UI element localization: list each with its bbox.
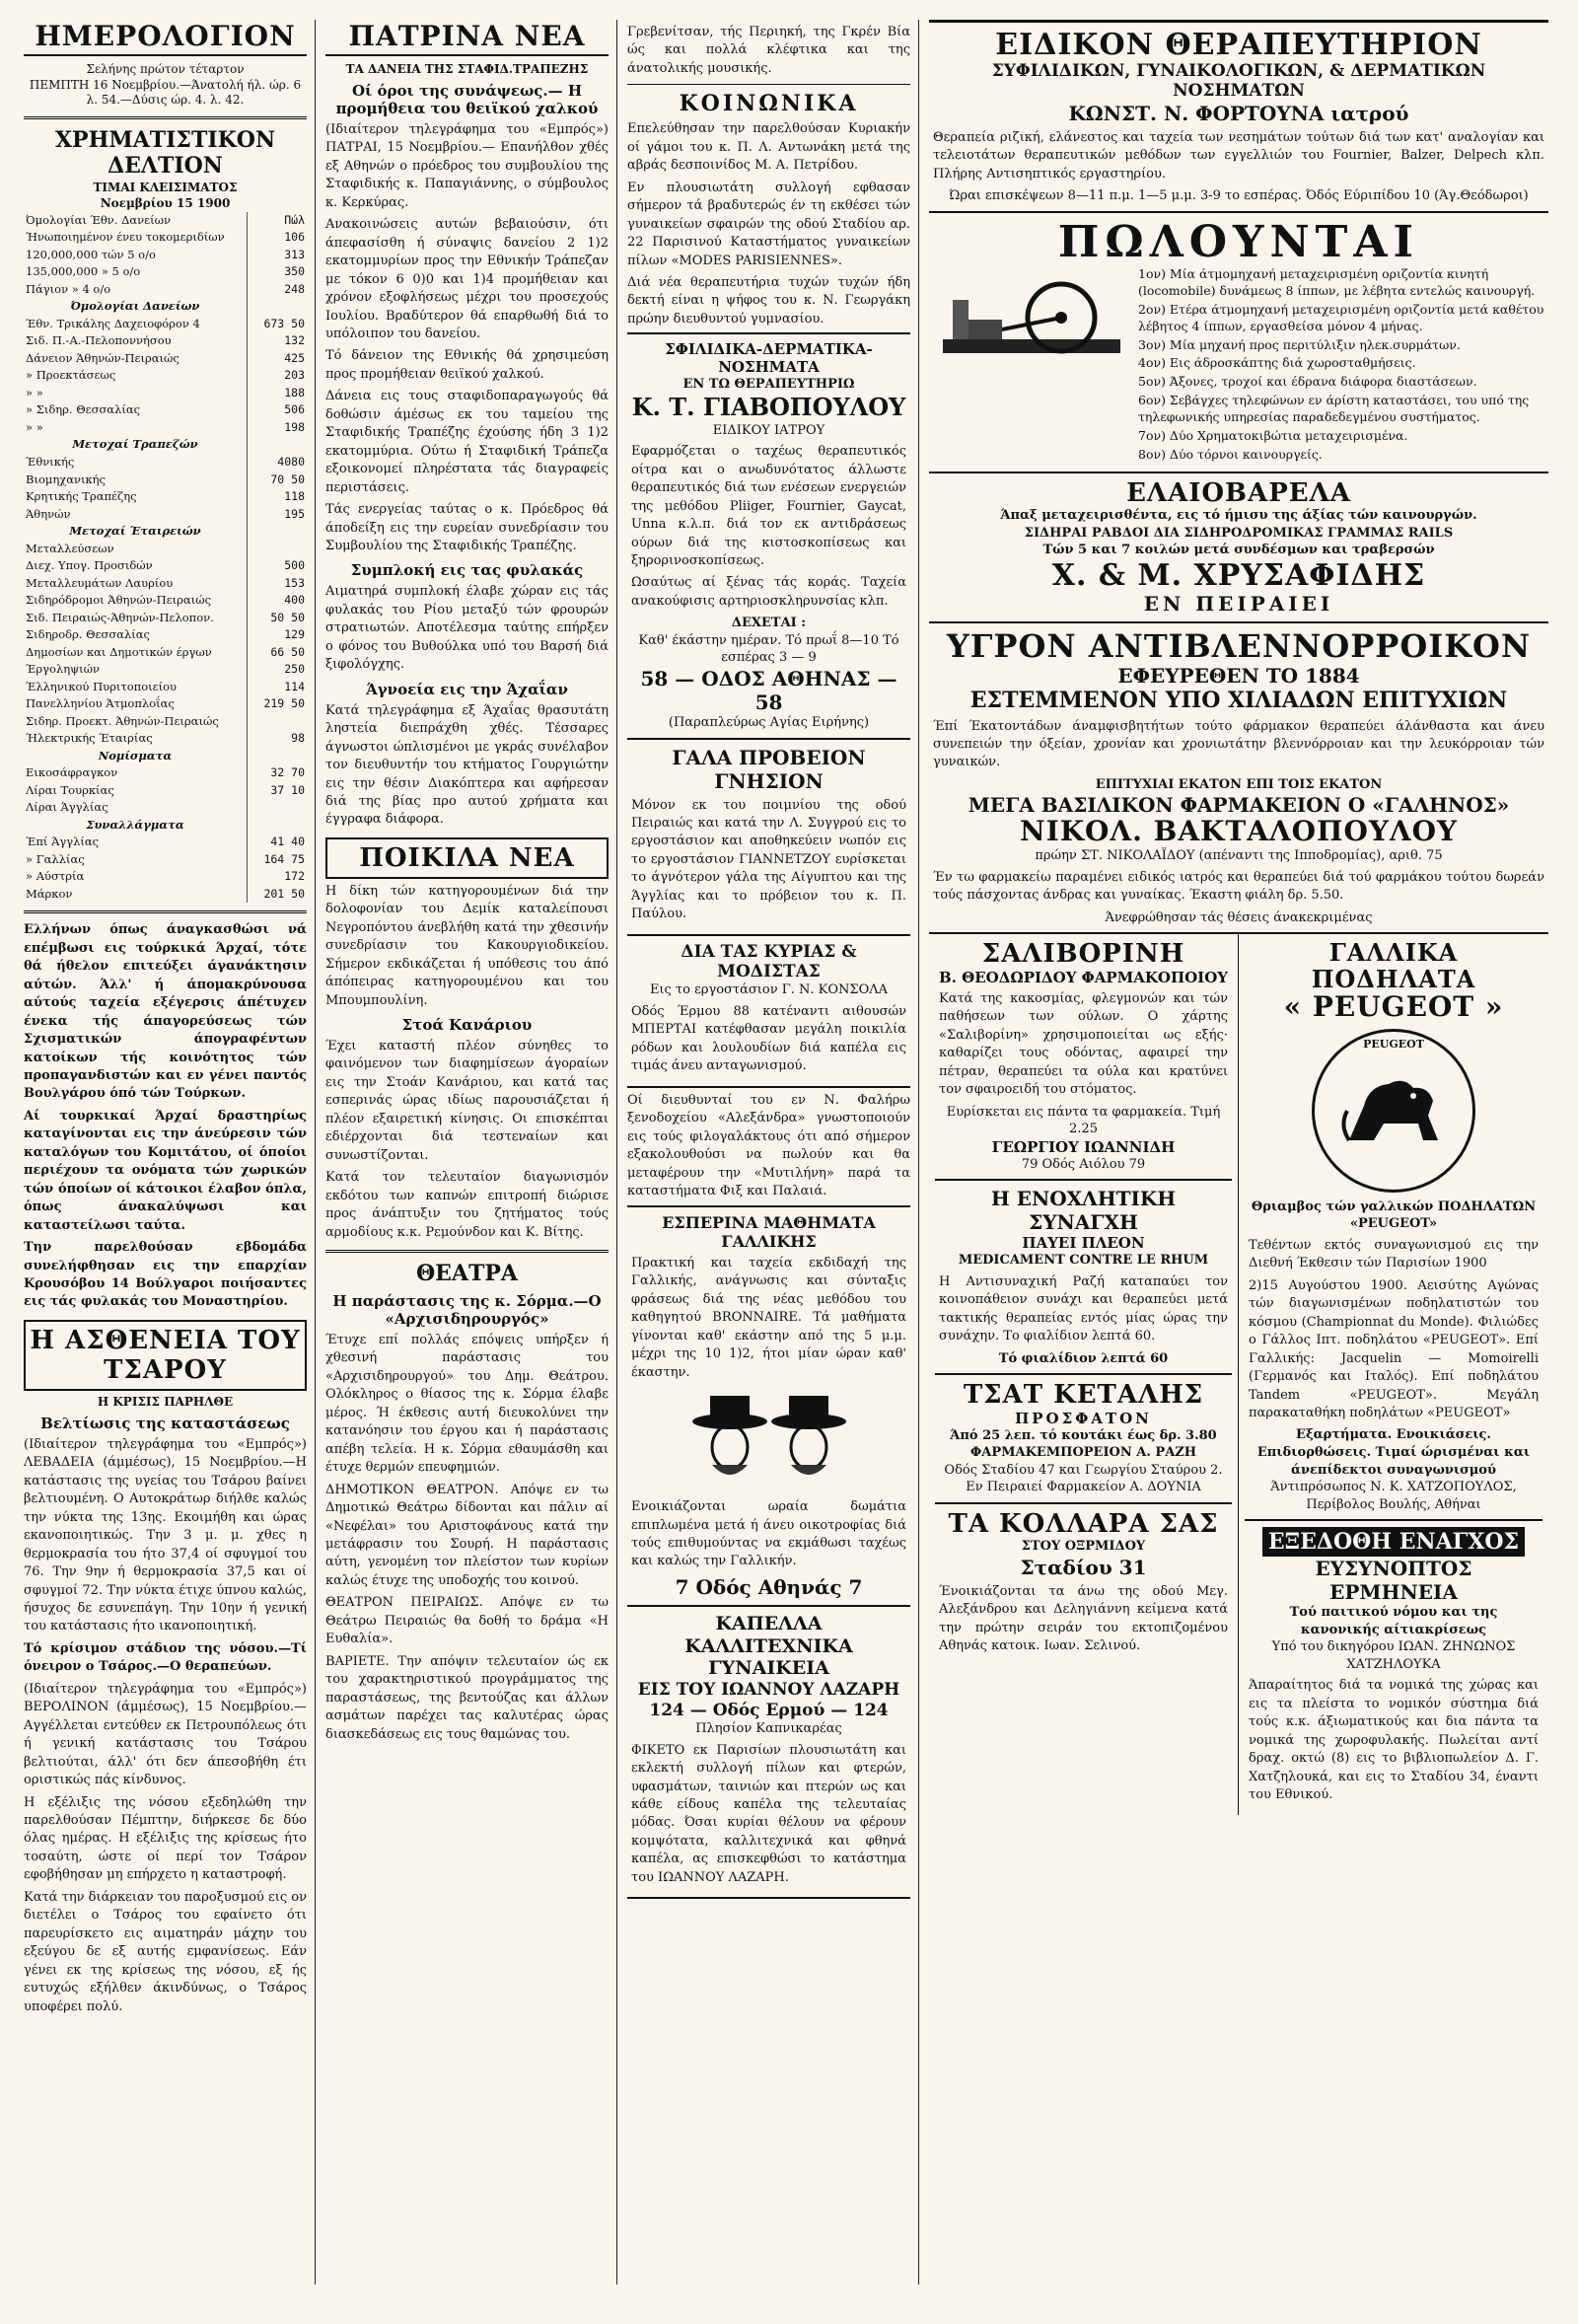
for-sale-item: 6ον) Σεβάγχες τηλεφώνων εν άρίστη καταστάσει, του υπό της τηλεφωνικής υπηρεσίας παραδεδεγμένου συστήματος. <box>1138 393 1530 425</box>
stock-row <box>24 799 307 817</box>
article-paragraph: Εν πλουσιωτάτη συλλογή εφθασαν σήμερον τά βραδυτερώς έν τη εκθέσει τών γυναικείων σφαιρών της οδού Σταδίου αρ. 22 Παρισινού Καταστήματος γυναικείων πίλων «ΜΟDES PARISIENNES». <box>627 180 910 268</box>
article-paragraph: ΒΑΡΙΕΤΕ. Την απόψιν τελευταίον ώς εκ του χαρακτηριστικού προγράμματος της παραστάσεως, της βεντούζας και άλλων ασμάτων παρέχει τας καλυτέρας ώρας διασκεδάσεως εις τους θαμώνας του. <box>325 1653 609 1742</box>
stock-name: Εικοσάφραγκον <box>26 765 118 780</box>
stock-name: Άθηνών <box>26 506 71 521</box>
stock-name: Πάγιον » 4 ο/ο <box>26 281 111 296</box>
stock-name: » Αύστρία <box>26 869 85 884</box>
firm-location: ΕΝ ΠΕΙΡΑΙΕΙ <box>1143 591 1334 616</box>
stock-value: 500 <box>248 557 308 575</box>
stock-row <box>24 281 307 299</box>
stock-value: 41 40 <box>248 834 308 851</box>
stock-name: Μεταλλεύσεων <box>26 541 114 555</box>
stock-row <box>24 575 307 593</box>
article-paragraph: Κατά τηλεγράφημα εξ Άχαΐας θρασυτάτη ληστεία διεπράχθη χθές. Τέσσαρες άγνωστοι ώπλισμένοι με γκράς συνέλαβον τον διευθυντήν του κτήματος Γουργιώτην εις την θέσιν Διακόπτερα και αφήρεσαν διά της βίας προ αυτού χρήματα και έγγραφα διάφορα. <box>325 702 609 828</box>
modistes-title: ΔΙΑ ΤΑΣ ΚΥΡΙΑΣ & ΜΟΔΙΣΤΑΣ <box>681 941 857 982</box>
for-sale-ad <box>929 213 1548 473</box>
article-paragraph: Ελλήνων όπως άναγκασθώσι νά επέμβωσι εις τούρκικά Άρχαί, τότε θά ήθελον επιτεύξει άγανάκτησιν αύτών. Άλλ' ή άπομακρύνουσα αύτούς ταχεία εξέγερσις άπέτυχεν ένεκα τής άπαγορεύσεως τών Σχισματικών άπογραφέντων κατοίκων τής κοινότητος τών προπαγανδιστών και εν γένει παντός Βουλγάρου όπό τών Τούρκων. <box>24 922 307 1102</box>
bulletin-subtitle: ΤΙΜΑΙ ΚΛΕΙΣΙΜΑΤΟΣ <box>93 180 238 194</box>
article-paragraph: Αί τουρκικαί Άρχαί δραστηρίως καταγίνονται εις την άνεύρεσιν τών καταλόγων του Κομιτάτου, οί όποίοι περιέχουν τα ονόματα τών χωρικών τών όποίων οί κάτοικοι έλαβον όπλα, όπως άνακαλύψωσι και καταστείλωσι ταύτα. <box>24 1108 307 1233</box>
stock-value: 188 <box>248 385 308 402</box>
stock-row <box>24 834 307 851</box>
stock-name: » Γαλλίας <box>26 851 85 866</box>
stock-value: 350 <box>248 263 308 281</box>
peugeot-text-2: 2)15 Αυγούστου 1900. Αεισύτης Αγώνας τών διαγωνισμένων ποδηλατιστών του κόσμου (Championnat du Monde). Φιλιώδες ο Γάλλος Ιπτ. ποδηλάτου «PEUGEOT». Επί Γαλλικής: Jacquelin — Momoirelli (Γερμανός και Ιταλός). Επί ποδηλάτου Tandem «PEUGEOT». Μεγάλη παρακαταθήκη ποδηλάτων «PEUGEOT» <box>1249 1277 1539 1420</box>
peugeot-price: Εξαρτήματα. Ενοικιάσεις. Επιδιορθώσεις. Τιμαί ώρισμέναι και άνεπίδεκτοι συναγωνισμού <box>1256 1427 1531 1478</box>
stock-value <box>248 713 308 731</box>
pharmacy-text: Έν τω φαρμακείω παραμένει ειδικός ιατρός και θεραπεύει διά τού φαρμάκου τούτου δωρεάν τούς πάσχοντας άνδρας και γυναίκας. Έκαστη φιάλη δρ. 5.50. <box>933 869 1544 904</box>
book-title: ΕΥΣΥΝΟΠΤΟΣ ΕΡΜΗΝΕΙΑ <box>1315 1557 1472 1605</box>
stock-row <box>24 695 307 713</box>
lessons-address: 7 Οδός Αθηνάς 7 <box>675 1574 863 1599</box>
gentlemen-illustration <box>671 1386 868 1494</box>
column-calendar-stocks <box>20 20 316 2285</box>
bulletin-date: Νοεμβρίου 15 1900 <box>100 195 231 210</box>
stock-value <box>248 817 308 835</box>
stock-name: » » <box>26 419 43 434</box>
stock-name: » » <box>26 385 43 399</box>
peugeot-ad <box>1245 934 1542 1521</box>
stock-row <box>24 229 307 247</box>
stock-row <box>24 679 307 696</box>
stock-value: 70 50 <box>248 472 308 489</box>
barrels-text: Άπαξ μεταχειρισθέντα, εις τό ήμισυ της άξίας τών καινουργών. <box>1000 508 1477 524</box>
peugeot-brand: « PEUGEOT » <box>1283 990 1504 1023</box>
article-paragraph: Τάς ενεργείας ταύτας ο κ. Πρόεδρος θά άποδείξη εις την ευρείαν συνεδρίασιν του Συμβουλίου της Σταφιδικής Τραπέζης. <box>325 502 609 553</box>
skin-title: ΣΦΙΛΙΔΙΚΑ-ΔΕΡΜΑΤΙΚΑ-ΝΟΣΗΜΑΤΑ <box>665 340 873 377</box>
stock-name: Μεταλλευμάτων Λαυρίου <box>26 575 174 590</box>
patras-masthead: ΠΑΤΡΙΝΑ ΝΕΑ <box>325 20 609 56</box>
salivorine-price: Ευρίσκεται εις πάντα τα φαρμακεία. Τιμή 2.25 <box>946 1104 1221 1137</box>
illness-subtitle: Η ΚΡΙΣΙΣ ΠΑΡΗΛΘΕ <box>97 1394 234 1409</box>
stock-row <box>24 212 307 230</box>
hours-text: Καθ' έκάστην ημέραν. Τό πρωΐ 8—10 Τό εσπέρας 3 — 9 <box>638 632 899 666</box>
salivorine-text: Κατά της κακοσμίας, φλεγμονών και τών παθήσεων των ούλων. Ο χάρτης «Σαλιβορίνη» χρησιμοποιείται ως εξής· καθαρίζει τους οδόντας, αφαιρεί την πέτραν, θεραπεύει τα ούλα και κρατύνει τον σφαιροειδή του στόματος. <box>939 990 1228 1098</box>
moon-line: Σελήνης πρώτον τέταρτον <box>86 62 245 76</box>
newspaper-page <box>20 20 1558 2285</box>
skin-clinic-ad <box>627 332 910 739</box>
cough-medicament: MEDICAMENT CONTRE LE RHUM <box>958 1253 1209 1269</box>
stock-row <box>24 298 307 316</box>
article-paragraph: Έτυχε επί πολλάς επόψεις υπήρξεν ή χθεσινή παράστασις του «Αρχισιδηρουργού» του Δημ. Θεάτρου. Ολόκληρος ο θίασος της κ. Σόρμα έλαβε μέρος. Ή έκθεσις αυτή διευκολύνει την κατανόησιν του έργου και ή παράστασις απέβη τελεία. Η κ. Σόρμα εθαυμάσθη και έτυχε θερμών επευφημιών. <box>325 1333 609 1476</box>
lion-icon <box>1329 1047 1458 1175</box>
for-sale-item: 2ον) Ετέρα άτμομηχανή μεταχειρισμένη οριζοντία μετά καθέτου λέβητος 4 ίππων, εργασθείσα μόνον 4 μήνας. <box>1138 301 1544 333</box>
lower-right-ads <box>1239 934 1548 1814</box>
tea-ad <box>935 1375 1232 1504</box>
illness-headline: Η ΑΣΘΕΝΕΙΑ ΤΟΥ ΤΣΑΡΟΥ <box>24 1320 307 1391</box>
stock-value: 198 <box>248 419 308 437</box>
stock-value: 172 <box>248 868 308 886</box>
stock-row <box>24 644 307 662</box>
stock-name: Βιομηχανικής <box>26 472 106 486</box>
skin-text: Εφαρμόζεται ο ταχέως θεραπευτικός οίτρα και ο ανωδυνότατος άλλωστε θεραπευτικός διά των ενέσεων ενεργειών της μεθόδου Pliiger, Fournier, Gaycat, Unna κ.λ.π. διά τον εκ αντιδράσεως ούρων διά της κιστοσκοπίσεως και ξηρορινοσκοπίσεως. <box>631 444 906 568</box>
stock-row <box>24 661 307 679</box>
stock-row <box>24 263 307 281</box>
article-paragraph: Έχει καταστή πλέον σύνηθες το φαινόμενον των διαφημίσεων άγοραίων εις την Στοάν Κανάριου, και κατά τας εσπερινάς ώρας ιδίως παρουσιάζεται ή πλέον εξαιρετική κίνησις. Οι επισκέπται εδιέρχονται διά τεστεναίων και συνωστίζονται. <box>325 1039 609 1163</box>
divider <box>627 84 910 85</box>
stock-row <box>24 886 307 904</box>
stock-row <box>24 610 307 627</box>
article-paragraph: ΔΗΜΟΤΙΚΟΝ ΘΕΑΤΡΟΝ. Απόψε εν τω Δημοτικώ Θεάτρω δίδονται και πάλιν αί «Νεφέλαι» του Αριστοφάνους κατά την μετάφρασιν του Σουρή. Η παράστασις αύτη, γενομένη τον πλείστον των κυρίων καλώς έτυχε της υποδοχής του κοινού. <box>325 1482 609 1588</box>
article-paragraph: Τό δάνειον της Εθνικής θά χρησιμεύση προς προμήθειαν θειϊκού χαλκού. <box>325 348 609 382</box>
article-paragraph: ΘΕΑΤΡΟΝ ΠΕΙΡΑΙΩΣ. Απόψε εν τω Θεάτρω Πειραιώς θα δοθή το δράμα «Η Ευθαλία». <box>325 1595 609 1647</box>
stock-name: Πανελληνίου Άτμοπλοΐας <box>26 696 175 711</box>
stock-value: 98 <box>248 730 308 748</box>
rails-sub: Τών 5 και 7 κοιλών μετά συνδέσμων και τραβερσών <box>1042 543 1435 558</box>
for-sale-item: 3ον) Μία μηχανή προς περιτύλιξιν ηλεκ.συρμάτων. <box>1138 336 1461 352</box>
stock-name: Ήλεκτρικής Έταιρίας <box>26 731 153 746</box>
theatre-lead: Η παράστασις της κ. Σόρμα.—Ο «Αρχισιδηρουργός» <box>332 1292 602 1329</box>
article-paragraph: (Ιδιαίτερον τηλεγράφημα του «Εμπρός») ΠΑΤΡΑΙ, 15 Νοεμβρίου.— Επανήλθον χθές εξ Αθηνών ο πρόεδρος του συμβουλίου της Σταφιδικής κ. Παπαγιάννης, ο σύμβουλος κ. Κερκύρας. <box>325 122 609 210</box>
divider <box>325 1250 609 1253</box>
firm-name: Χ. & Μ. ΧΡΥΣΑΦΙΔΗΣ <box>1051 557 1426 593</box>
salivorine-address: 79 Οδός Αιόλου 79 <box>1021 1156 1146 1172</box>
stock-row <box>24 332 307 350</box>
article-paragraph: Η εξέλιξις της νόσου εξεδηλώθη την παρελθούσαν Πέμπτην, διήρκεσε δε δύο όλας ημέρας. Η εξέλιξις της κρίσεως ήτο τοσαύτη, ώστε οί περί τον Τσάρον εφοβήθησαν μη επήρχετο η καταστροφή. <box>24 1794 307 1883</box>
stock-name: Έλληνικού Πυριτοποιείου <box>26 679 178 693</box>
stock-name: Μετοχαί Έταιρειών <box>69 524 201 539</box>
stock-name: Όμολογίαι Δανείων <box>70 299 200 314</box>
stock-row <box>24 506 307 524</box>
stock-row <box>24 454 307 472</box>
lower-ads-grid <box>929 934 1548 1814</box>
stock-row <box>24 472 307 489</box>
stock-name: Ήνωποιημένον ένευ τοκομεριδίων <box>26 230 225 245</box>
antiblenno-text: Έπί Έκατοντάδων άναμφισβητήτων τούτο φάρμακον θεραπεύει άλάνθαστα και άνευ συνεπειών την όξείαν, χρονίαν και χρονιωτάτην βλεννόρροιαν και την λευκόρροιαν τών γυναικών. <box>933 718 1544 770</box>
stock-name: Έργοληψιών <box>26 662 100 677</box>
lessons-title: ΕΣΠΕΡΙΝΑ ΜΑΘΗΜΑΤΑ ΓΑΛΛΙΚΗΣ <box>662 1212 876 1251</box>
stock-table <box>24 212 307 904</box>
book-text: Άπαραίτητος διά τα νομικά της χώρας και εις τα πλείστα το νομικόν σύστημα διά τούς κ.κ. άξιωματικούς και δια πάντα τα νομικά της χωροφυλακής. Πωλείται αντί δραχ. οκτώ (8) εις το βιβλιοπωλείον Δ. Γ. Χατζηλουκά, και εις το Σταδίου 34, έναντι του Εθνικού. <box>1249 1678 1539 1803</box>
antiblenno-note: ΕΠΙΤΥΧΙΑΙ ΕΚΑΤΟΝ ΕΠΙ ΤΟΙΣ ΕΚΑΤΟΝ <box>1095 776 1383 792</box>
cough-text: Η Αντισυναχική Ραζή καταπαύει τον κοινοπάθειον συνάχι και θεραπεύει μετά τακτικής θεραπείας εντός μίας ώρας την συνάχην. Το φιαλίδιον λεπτά 60. <box>939 1273 1228 1344</box>
stock-value <box>248 541 308 558</box>
hat-shop-text: ΦΙΚΕΤΟ εκ Παρισίων πλουσιωτάτη και εκλεκτή συλλογή πίλων και φτερών, υφασμάτων, ταινιών και πτερών ως και κάθε είδους καπέλα της τελευταίας μόδας. Όσαι κυρίαι θέλουν να φέρουν κομψότατα, καλλιτεχνικά και φθηνά καπέλα, ας επισκεφθώσι το κατάστημα του ΙΩΑΝΝΟΥ ΛΑΖΑΡΗ. <box>631 1742 906 1885</box>
rails-text: ΣΙΔΗΡΑΙ ΡΑΒΔΟΙ ΔΙΑ ΣΙΔΗΡΟΔΡΟΜΙΚΑΣ ΓΡΑΜΜΑΣ RAILS <box>1024 525 1454 541</box>
stock-row <box>24 350 307 368</box>
collars-sub: ΣΤΟΥ ΟΞΡΜΙΔΟΥ <box>1021 1539 1146 1555</box>
stock-name: Συναλλάγματα <box>86 817 184 832</box>
stock-value: 106 <box>248 229 308 247</box>
stock-row <box>24 748 307 765</box>
article-paragraph: Οί διευθυνταί του εν Ν. Φαλήρω ξενοδοχείου «Αλεξάνδρα» γνωστοποιούν εις τούς φιλογαλάκτους ότι από σήμερον εξακολουθούσι να πωλούν και θα μεταφέρουν την «Μυτιλήνη» παρά τα καταστήματα Φιξ και Παλαιά. <box>627 1092 910 1199</box>
stock-name: Κρητικής Τραπέζης <box>26 489 137 504</box>
stock-value: 506 <box>248 401 308 419</box>
stock-row <box>24 401 307 419</box>
stock-value <box>248 436 308 454</box>
stock-value: 114 <box>248 679 308 696</box>
stock-value: 313 <box>248 247 308 264</box>
crisis-lead: Τό κρίσιμον στάδιον της νόσου.—Τί όνειρον ο Τσάρος.—Ο θεραπεύων. <box>24 1640 307 1675</box>
stock-row <box>24 868 307 886</box>
stock-value: 248 <box>248 281 308 299</box>
article-paragraph: Γρεβενίτσαν, τής Περιηκή, της Γκρέν Βία ώς και πολλά κλέφτικα και της άνατολικής μουσικής. <box>627 25 910 76</box>
hat-shop-near: Πλησίον Καπνικαρέας <box>695 1721 842 1737</box>
patras-lead: Οί όροι της συνάψεως.— Η προμήθεια του θειϊκού χαλκού <box>335 82 599 117</box>
article-paragraph: Κατά τον τελευταίον διαγωνισμόν εκδότου των καπνών επιτροπή διώρισε προς άνάπτυξιν του ζητήματος τούς αρμοδίους κ.κ. Ρεμούνδον και Κ. Βίτης. <box>325 1170 609 1240</box>
social-headline: ΚΟΙΝΩΝΙΚΑ <box>679 91 859 117</box>
article-paragraph: Κατά την διάρκειαν του παροξυσμού εις ον διετέλει ο Τσάρος του εφαίνετο ότι παρευρίσκετο εις αιματηράν μάχην του εξεύγου δε εξ αυτής εμφανίσεως. Εάν γένει εκ της κρίσεως της νόσου, εξ ής ευτυχώς εξήλθεν άκινδύνως, ο Τσάρος υποφέρει πολύ. <box>24 1889 307 2014</box>
calendar-masthead: ΗΜΕΡΟΛΟΓΙΟΝ <box>24 20 307 56</box>
patras-subtitle: ΤΑ ΔΑΝΕΙΑ ΤΗΣ ΣΤΑΦΙΔ.ΤΡΑΠΕΖΗΣ <box>345 62 589 76</box>
stock-value <box>248 799 308 817</box>
tea-address: Οδός Σταδίου 47 και Γεωργίου Σταύρου 2. Εν Πειραιεί Φαρμακείον Α. ΔΟΥΝΙΑ <box>944 1462 1223 1495</box>
for-sale-item: 4ον) Εις άδροσκάπτης διά χωροσταθμήσεις. <box>1138 355 1416 371</box>
modistes-text: Οδός Έρμου 88 κατέναντι αιθουσών ΜΠΕΡΤΑΙ κατέφθασαν μεγάλη ποικιλία ρόδων και λουλουδίων διά καπέλα εις τιμάς άνευ ανταγωνισμού. <box>631 1004 906 1074</box>
clinic-ad <box>929 20 1548 213</box>
for-sale-item: 5ον) Άξονες, τροχοί και έδρανα διάφορα διαστάσεων. <box>1138 374 1477 390</box>
milk-text: Μόνον εκ του ποιμνίου της οδού Πειραιώς και κατά την Λ. Συγγρού εις το εργοστάσιον και αποθηκεύειν νωπόν εις το εργοστάσιον ΓΙΑΝΝΕΤΖΟΥ ευρίσκεται το άγνότερον γάλα της Αίγυπτου και της Άγγλίας και το πρόβειον του κ. Π. Παύλου. <box>631 797 906 922</box>
stock-value: 4080 <box>248 454 308 472</box>
article-paragraph: (Ιδιαίτερον τηλεγράφημα του «Εμπρός») ΛΕΒΑΔΕΙΑ (άμμέσως), 15 Νοεμβρίου.—Η κατάστασις της υγείας του Τσάρου βαίνει βελτιουμένη. Ο Αυτοκράτωρ διήλθε καλώς την νύκτα της 13ης. Εκοιμήθη και ώρας εκανοποιητικώς. Την 3 μ. μ. χθες η θερμοκρασία του ήτο 37,4 οί σφυγμοί του 76. Την 9ην ή θερμοκρασία 37,5 και οί σφυγμοί 72. Την νύκτα έτιχε ύπνου καλώς, ήσυχος δε εσυνεπάγη. Την 10ην ή γενική του κατάστασις ήτο ικανοποιητική. <box>24 1436 307 1634</box>
book-banner: ΕΞΕΔΟΘΗ ΕΝΑΓΧΟΣ <box>1262 1527 1525 1557</box>
milk-ad <box>627 740 910 936</box>
clinic-text: Θεραπεία ριζική, ελάνεστος και ταχεία των νεσημάτων τούτων διά των κατ' αναλογίαν και τελειοτάτων θεραπευτικών μεθόδων των εγγελλιών του Fournier, Balzer, Delpech κλπ. Πλήρης Αντισηπτικός εργαστηρίου. <box>933 129 1544 182</box>
hours-label: ΔΕΧΕΤΑΙ : <box>731 616 807 631</box>
article-paragraph: Την παρελθούσαν εβδομάδα συνελήφθησαν εις την επαρχίαν Κρουσόβου 14 Βούλγαροι ποιήσαντες εις τάς φυλακάς του Μοναστηρίου. <box>24 1240 307 1310</box>
salivorine-title: ΣΑΛΙΒΟΡΙΝΗ <box>981 939 1185 970</box>
stock-row <box>24 436 307 454</box>
divider <box>24 910 307 913</box>
antiblenno-ad <box>929 623 1548 934</box>
book-ad <box>1245 1521 1542 1814</box>
peugeot-motto: Θριαμβος τών γαλλικών ΠΟΔΗΛΑΤΩΝ «PEUGEOT» <box>1251 1198 1537 1232</box>
bulletin-title: ΧΡΗΜΑΤΙΣΤΙΚΟΝ ΔΕΛΤΙΟΝ <box>54 126 276 179</box>
article-paragraph: Δάνεια εις τους σταφιδοπαραγωγούς θά δοθώσιν άμέσως εκ του ταμείου της Σταφιδικής Τραπέζης έχούσης ήδη 3 1)2 εκατομμύρια. Ούτω ή Σταφιδική Τράπεζα εξοικονομεί πληρέστατα τάς διαγραφείς περιστάσεις. <box>325 389 609 495</box>
cough-ad <box>935 1181 1232 1375</box>
stock-row <box>24 851 307 869</box>
stock-name: Δάνειον Άθηνών-Πειραιώς <box>26 350 179 365</box>
hat-shop-ad <box>627 1607 910 1899</box>
stock-name: Σιδηρ. Προεκτ. Άθηνών-Πειραιώς <box>26 713 219 728</box>
article-paragraph: (Ιδιαίτερον τηλεγράφημα του «Εμπρός») ΒΕΡΟΛΙΝΟΝ (άμμέσως), 15 Νοεμβρίου.—Αγγέλλεται εντεύθεν εκ Πετρουπόλεως ότι ή γενική κατάστασις του Τσάρου βελτιούται, άλλ' ότι δεν άπεσοβήθη έτι οριστικώς πάς κίνδυνος. <box>24 1681 307 1788</box>
stock-value: 129 <box>248 626 308 644</box>
peugeot-text: Τεθέντων εκτός συναγωνισμού εις την Διεθνή Έκθεσιν τών Παρισίων 1900 <box>1249 1237 1539 1271</box>
stock-name: Λίραι Τουρκίας <box>26 782 114 797</box>
stock-name: » Σιδηρ. Θεσσαλίας <box>26 402 141 417</box>
lessons-rent-text: Ενοικιάζονται ωραία δωμάτια επιπλωμένα μετά ή άνευ οικοτροφίας διά τούς επιθυμούντας να εκμάθωσι ταχέως και καλώς την Γαλλικήν. <box>631 1499 906 1569</box>
stock-row <box>24 247 307 264</box>
skin-address-sub: (Παραπλεύρως Αγίας Ειρήνης) <box>668 714 870 730</box>
tea-shop: ΦΑΡΜΑΚΕΜΠΟΡΕΙΟΝ Α. ΡΑΖΗ <box>969 1445 1197 1461</box>
book-subtitle: Τού παιτικού νόμου και της κανονικής αίτιακρίσεως <box>1289 1605 1498 1637</box>
stock-value: 37 10 <box>248 782 308 800</box>
cough-price: Τό φιαλίδιον λεπτά 60 <box>998 1350 1169 1366</box>
collars-ad <box>935 1504 1232 1666</box>
milk-title: ΓΑΛΑ ΠΡΟΒΕΙΟΝ ΓΝΗΣΙΟΝ <box>672 745 866 793</box>
achaia-lead: Άγνοεία εις την Άχαΐαν <box>366 680 568 698</box>
article-paragraph: Η δίκη τών κατηγορουμένων διά την δολοφονίαν του Δεμίκ καταλείπουσι Νεγροπόντου άνεβλήθη κατά την χθεσινήν συνεδρίασιν του Κακουργιοδικείου. Σήμερον εκδικάζεται ή υπόθεσις του άπό άπόπειρας κατηγορουμένου και του Μπουμπουλίνη. <box>325 883 609 1008</box>
hat-shop-title: ΚΑΠΕΛΛΑ ΚΑΛΛΙΤΕΧΝΙΚΑ ΓΥΝΑΙΚΕΙΑ <box>684 1612 853 1680</box>
stock-value: Πώλ <box>248 212 308 230</box>
modistes-ad <box>627 936 910 1088</box>
stock-name: Διεχ. Υπογ. Προσιδών <box>26 558 153 573</box>
stock-value: 66 50 <box>248 644 308 662</box>
stock-name: Έθν. Τρικάλης Δαχειοφόρον 4 <box>26 316 200 330</box>
collars-address: Σταδίου 31 <box>1020 1556 1147 1579</box>
pharmacy-name: ΜΕΓΑ ΒΑΣΙΛΙΚΟΝ ΦΑΡΜΑΚΕΙΟΝ Ο «ΓΑΛΗΝΟΣ» <box>968 793 1510 818</box>
stock-name: Όμολογίαι Έθν. Δανείων <box>26 212 172 227</box>
tea-sub: ΠΡΟΣΦΑΤΟΝ <box>1015 1409 1152 1427</box>
cough-title: Η ΕΝΟΧΛΗΤΙΚΗ ΣΥΝΑΓΧΗ <box>990 1187 1177 1235</box>
book-author: Υπό του δικηγόρου ΙΩΑΝ. ΖΗΝΩΝΟΣ ΧΑΤΖΗΛΟΥΚΑ <box>1271 1639 1516 1672</box>
stock-name: Λίραι Άγγλίας <box>26 800 108 815</box>
stock-name: Σιδ. Π.-Α.-Πελοποννήσου <box>26 333 172 348</box>
pharmacy-address: πρώην ΣΤ. ΝΙΚΟΛΑΪΔΟΥ (απέναντι της Ιπποδρομίας), αριθ. 75 <box>1035 848 1443 864</box>
clinic-doctor: ΚΩΝΣΤ. Ν. ΦΟΡΤΟΥΝΑ ιατρού <box>1068 101 1409 125</box>
antiblenno-title: ΥΓΡΟΝ ΑΝΤΙΒΛΕΝΝΟΡΡΟΙΚΟΝ <box>946 626 1532 665</box>
stock-value: 164 75 <box>248 851 308 869</box>
divider <box>24 116 307 119</box>
evening-lessons-ad <box>627 1205 910 1607</box>
modistes-sub: Εις το εργοστάσιον Γ. Ν. ΚΟΝΣΟΛΑ <box>649 982 889 998</box>
hat-shop-address: 124 — Οδός Ερμού — 124 <box>649 1700 889 1720</box>
antiblenno-crowned: ΕΣΤΕΜΜΕΝΟΝ ΥΠΟ ΧΙΛΙΑΔΩΝ ΕΠΙΤΥΧΙΩΝ <box>969 688 1508 714</box>
collars-text: Ένοικιάζονται τα άνω της οδού Μεγ. Αλεξάνδρου και Δεληγιάννη κείμενα κατά την πρώτην σειράν του εκτοπιζομένου Αθηνάς κατοικ. Ιωαν. Σελινού. <box>939 1584 1228 1654</box>
salivorine-owner: ΓΕΩΡΓΙΟΥ ΙΩΑΝΝΙΔΗ <box>991 1137 1176 1156</box>
stock-value: 400 <box>248 592 308 610</box>
peugeot-logo-text: PEUGEOT <box>1363 1037 1424 1051</box>
peugeot-lion-logo <box>1312 1029 1475 1193</box>
barrels-ad <box>929 473 1548 623</box>
skin-doctor-role: ΕΙΔΙΚΟΥ ΙΑΤΡΟΥ <box>712 422 825 438</box>
cough-sub: ΠΑΥΕΙ ΠΛΕΟΝ <box>1022 1234 1145 1253</box>
stock-row <box>24 592 307 610</box>
article-paragraph: Αιματηρά συμπλοκή έλαβε χώραν εις τάς φυλακάς του Ρίου μεταξύ τών φρουρών στρατιωτών. Αποτέλεσμα ταύτης επήρξεν ο φόνος του Βυθούλκα υπό του Βαρσή διά ξιφολόγχης. <box>325 584 609 673</box>
stock-name: Σιδηρόδρομοι Άθηνών-Πειραιώς <box>26 593 212 608</box>
stock-value: 132 <box>248 332 308 350</box>
stoa-lead: Στοά Κανάριου <box>401 1016 533 1035</box>
skin-address: 58 — ΟΔΟΣ ΑΘΗΝΑΣ — 58 <box>640 666 897 714</box>
for-sale-item: 1ον) Μία άτμομηχανή μεταχειρισμένη οριζοντία κινητή (locomobile) δυνάμεως 8 ίππων, με λέβητα εντελώς καινουργή. <box>1138 266 1536 298</box>
date-line: ΠΕΜΠΤΗ 16 Νοεμβρίου.—Άνατολή ήλ. ώρ. 6 λ. 54.—Δύσις ώρ. 4. λ. 42. <box>29 77 302 108</box>
collars-title: ΤΑ ΚΟΛΛΑΡΑ ΣΑΣ <box>948 1508 1219 1539</box>
column-advertisements <box>925 20 1556 2285</box>
misc-news-headline: ΠΟΙΚΙΛΑ ΝΕΑ <box>325 837 609 879</box>
stock-value: 153 <box>248 575 308 593</box>
clinic-hours: Ώραι επισκέψεων 8—11 π.μ. 1—5 μ.μ. 3-9 το εσπέρας. Όδός Εύριπίδου 10 (Άγ.Θεόδωροι) <box>949 188 1529 204</box>
stock-value: 250 <box>248 661 308 679</box>
tea-price: Άπό 25 λεπ. τό κουτάκι έως δρ. 3.80 <box>950 1427 1217 1443</box>
stock-row <box>24 316 307 333</box>
stock-value: 673 50 <box>248 316 308 333</box>
column-patras-news <box>322 20 617 2285</box>
steam-engine-illustration <box>933 270 1130 379</box>
stock-value: 195 <box>248 506 308 524</box>
stock-row <box>24 385 307 402</box>
pharmacy-owner: ΝΙΚΟΛ. ΒΑΚΤΑΛΟΠΟΥΛΟΥ <box>1020 815 1458 848</box>
stock-name: Έθνικής <box>26 455 75 469</box>
clinic-subtitle: ΣΥΦΙΛΙΔΙΚΩΝ, ΓΥΝΑΙΚΟΛΟΓΙΚΩΝ, & ΔΕΡΜΑΤΙΚΩΝ ΝΟΣΗΜΑΤΩΝ <box>991 61 1486 102</box>
for-sale-list <box>1138 266 1544 466</box>
tea-title: ΤΣΑΤ ΚΕΤΑΛΗΣ <box>963 1380 1204 1411</box>
stock-value <box>248 748 308 765</box>
stock-name: Σιδηροδρ. Θεσσαλίας <box>26 627 150 642</box>
illness-lead: Βελτίωσις της καταστάσεως <box>40 1414 290 1432</box>
stock-value <box>248 523 308 541</box>
stock-name: » Προεκτάσεως <box>26 368 116 383</box>
for-sale-item: 7ον) Δύο Χρηματοκιβώτια μεταχειρισμένα. <box>1138 427 1408 443</box>
for-sale-title: ΠΩΛΟΥΝΤΑΙ <box>1057 216 1420 267</box>
stock-value: 32 70 <box>248 764 308 782</box>
hat-shop-owner: ΕΙΣ ΤΟΥ ΙΩΑΝΝΟΥ ΛΑΖΑΡΗ <box>637 1680 900 1701</box>
stock-name: 135,000,000 » 5 ο/ο <box>26 264 141 279</box>
stock-name: 120,000,000 τών 5 ο/ο <box>26 247 156 261</box>
antiblenno-invented: ΕΦΕΥΡΕΘΕΝ ΤΟ 1884 <box>1117 664 1360 689</box>
stock-row <box>24 367 307 385</box>
stock-row <box>24 488 307 506</box>
peugeot-agent: Άντιπρόσωπος Ν. Κ. ΧΑΤΖΟΠΟΥΛΟΣ, Περίβολος Βουλής, Αθήναι <box>1270 1480 1517 1512</box>
stock-row <box>24 730 307 748</box>
stock-value: 118 <box>248 488 308 506</box>
article-paragraph: Επελεύθησαν την παρελθούσαν Κυριακήν οί γάμοι του κ. Π. Λ. Αντωνάκη μετά της αβράς δεσποινίδος Μ. Α. Πετρίδου. <box>627 121 910 174</box>
stock-value: 201 50 <box>248 886 308 904</box>
barrels-title: ΕΛΑΙΟΒΑΡΕΛΑ <box>1126 477 1351 508</box>
stock-row <box>24 557 307 575</box>
stock-name: Δημοσίων και Δημοτικών έργων <box>26 644 212 659</box>
salivorine-ad <box>935 934 1232 1181</box>
stock-value: 50 50 <box>248 610 308 627</box>
stock-row <box>24 523 307 541</box>
stock-row <box>24 419 307 437</box>
clinic-title: ΕΙΔΙΚΟΝ ΘΕΡΑΠΕΥΤΗΡΙΟΝ <box>995 28 1482 62</box>
pharmacy-note: Άνεφρώθησαν τάς θέσεις άνακεκριμένας <box>1105 909 1373 925</box>
salivorine-sub: Β. ΘΕΟΔΩΡΙΔΟΥ ΦΑΡΜΑΚΟΠΟΙΟΥ <box>939 968 1228 986</box>
stock-name: Μετοχαί Τραπεζών <box>72 437 198 452</box>
peugeot-title: ΓΑΛΛΙΚΑ ΠΟΔΗΛΑΤΑ <box>1311 938 1476 993</box>
stock-value: 219 50 <box>248 695 308 713</box>
stock-name: Νομίσματα <box>98 748 173 763</box>
stock-name: Σιδ. Πειραιώς-Άθηνών-Πελοπον. <box>26 610 214 624</box>
skin-doctor-name: Κ. Τ. ΓΙΑΒΟΠΟΥΛΟΥ <box>631 392 906 421</box>
lower-left-ads <box>929 934 1239 1814</box>
article-paragraph: Ανακοινώσεις αυτών βεβαιούσιν, ότι άπεφασίσθη ή σύναψις δανείου 2 1)2 εκατομμυρίων προς την Εθνικήν Τράπεζαν με τόκον 6 0)0 και 1)4 προμήθειαν και χρόνον εξοφλήσεως μέχρι του προσεχούς Ιουλίου. Βραδύτερον θά επαρθωθή διά το υπόλοιπον του δανείου. <box>325 217 609 341</box>
stock-value: 425 <box>248 350 308 368</box>
article-paragraph: Διά νέα θεραπευτήρια τυχών τυχών ήδη δεκτή είναι η ψήφος του κ. Ν. Γεωργάκη πρώην διευθυντού γυμνασίου. <box>627 274 910 327</box>
column-social-ads <box>623 20 919 2285</box>
stock-value <box>248 298 308 316</box>
stock-row <box>24 713 307 731</box>
skin-subtitle: ΕΝ ΤΩ ΘΕΡΑΠΕΥΤΗΡΙΩ <box>682 377 855 393</box>
stock-row <box>24 764 307 782</box>
stock-name: Έπί Άγγλίας <box>26 835 100 849</box>
stock-name: Μάρκον <box>26 886 73 901</box>
stock-row <box>24 626 307 644</box>
theatre-headline: ΘΕΑΤΡΑ <box>416 1261 518 1287</box>
stock-row <box>24 782 307 800</box>
for-sale-item: 8ον) Δύο τόρνοι καινουργείς. <box>1138 446 1323 462</box>
stock-row <box>24 541 307 558</box>
skin-text: Ωσαύτως αί ξένας τάς κοράς. Ταχεία ανακούφισις αρτηριοσκληρυνσίας κλπ. <box>631 575 906 609</box>
lessons-text: Πρακτική και ταχεία εκδιδαχή της Γαλλικής, ανάγνωσις και σύνταξις φράσεως διά της νέας μεθόδου του καθηγητού BRONNAIRE. Τά μαθήματα γίνονται καθ' εκάστην από της 5 μ.μ. μέχρι της 10 1)2, ήτοι μίαν ώραν καθ' έκαστην. <box>631 1255 906 1380</box>
prison-lead: Συμπλοκή εις τας φυλακάς <box>350 561 584 580</box>
stock-row <box>24 817 307 835</box>
stock-value: 203 <box>248 367 308 385</box>
